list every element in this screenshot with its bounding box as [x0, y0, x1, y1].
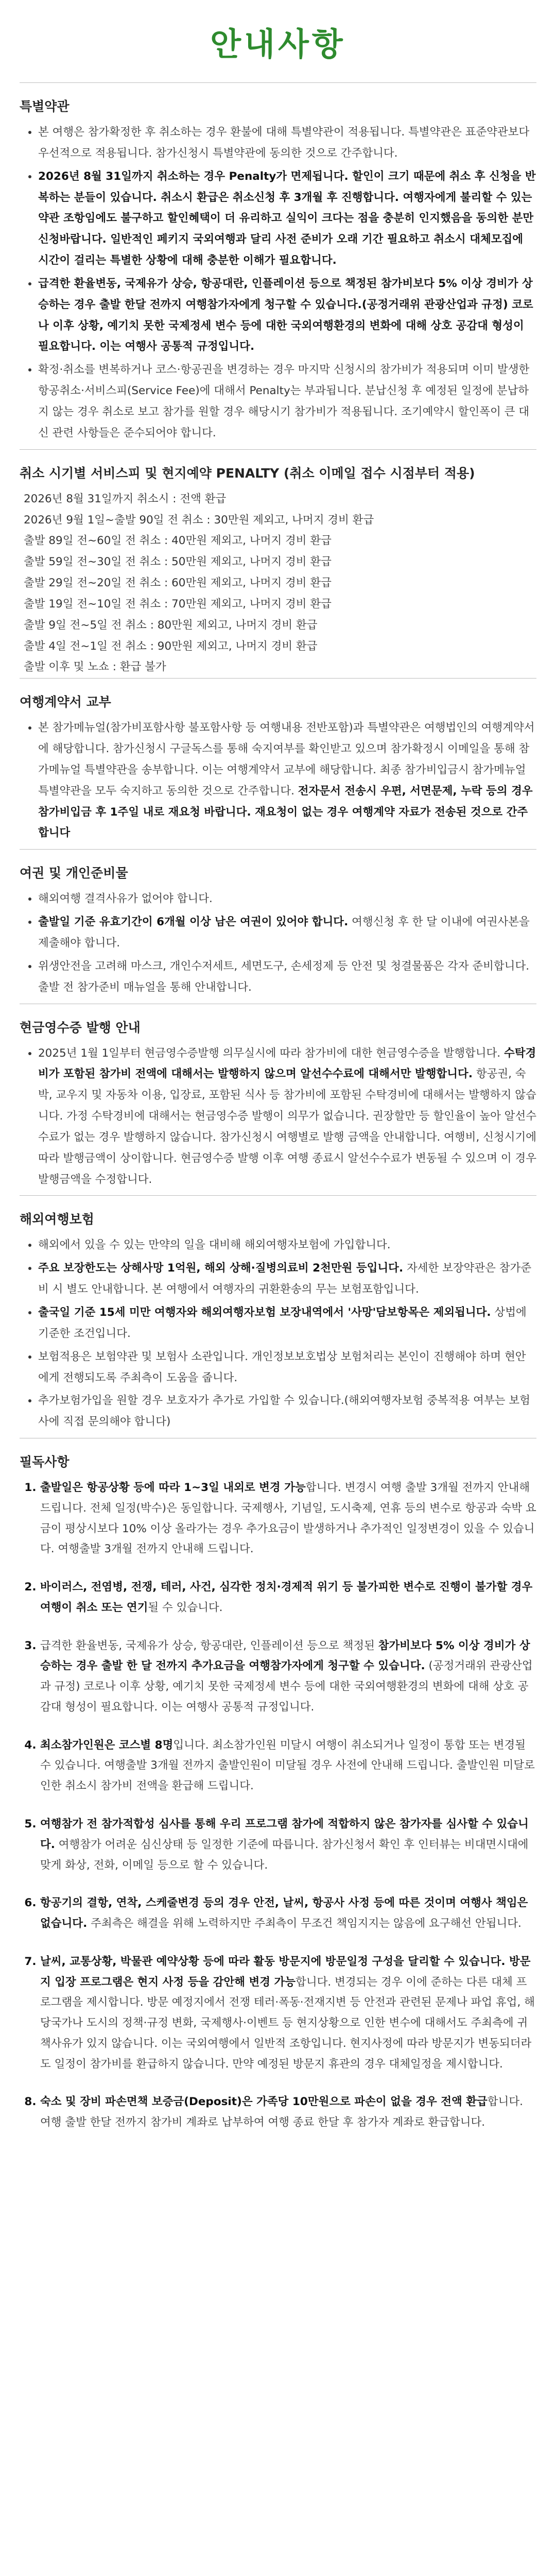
- section-heading: 해외여행보험: [20, 1195, 536, 1235]
- numbered-list: [20, 1478, 536, 2133]
- body-text: 여행참가 어려운 심신상태 등 일정한 기준에 따릅니다. 참가신청서 확인 후 인터뷰는 비대면시대에 맞게 화상, 전화, 이메일 등으로 할 수 있습니다.: [40, 1838, 529, 1872]
- bold-text: 수탁경비가 포함된 참가비 전액에 대해서는 발행하지 않으며 알선수수료에 대해서만 발행합니다.: [38, 1046, 536, 1081]
- section-heading: 여권 및 개인준비물: [20, 849, 536, 889]
- body-text: 본 참가메뉴얼(참가비포함사항 불포함사항 등 여행내용 전반포함)과 특별약관은 여행법인의 여행계약서에 해당합니다. 참가신청시 구글독스를 통해 숙지여부를 확인받고 있으며 참가확정시 이메일을 통해 참가메뉴얼 특별약관을 송부합니다. 이는 여행계약서 교부에 해당합니다. 최종 참가비입금시 참가메뉴얼 특별약관을 모두 숙지하고 동의한 것으로 간주합니다.: [38, 721, 535, 798]
- list-item: [38, 1235, 536, 1256]
- list-item: [38, 360, 536, 444]
- page-title: 안내사항: [210, 25, 346, 63]
- body-text: 2025년 1월 1일부터 현금영수증발행 의무실시에 따라 참가비에 대한 현금영수증을 발행합니다.: [38, 1046, 504, 1060]
- section-heading: 필독사항: [20, 1438, 536, 1478]
- bold-text: 숙소 및 장비 파손면책 보증금(Deposit)은 가족당 10만원으로 파손이 없을 경우 전액 환급: [40, 2095, 488, 2109]
- section-heading: 취소 시기별 서비스피 및 현지예약 PENALTY (취소 이메일 접수 시점부터 적용): [20, 449, 536, 489]
- list-item: [38, 1258, 536, 1300]
- list-item: [38, 1043, 536, 1191]
- numbered-item: [40, 1478, 536, 1560]
- list-item: [38, 274, 536, 358]
- bullet-list: [20, 889, 536, 998]
- bold-text: 항공기의 결항, 연착, 스케줄변경 등의 경우 안전, 날씨, 항공사 사정 등에 따른 것이며 여행사 책임은 없습니다.: [40, 1896, 528, 1930]
- body-text: 합니다. 여행 출발 한달 전까지 참가비 계좌로 납부하여 여행 종료 한달 후 참가자 계좌로 환급합니다.: [40, 2095, 523, 2129]
- section-heading: 현금영수증 발행 안내: [20, 1004, 536, 1043]
- body-text: 보험적용은 보험약관 및 보험사 소관입니다. 개인정보보호법상 보험처리는 본인이 진행해야 하며 현안에게 전행되도록 주최측이 도움을 줍니다.: [38, 1350, 526, 1384]
- list-item: [38, 956, 536, 998]
- list-item: [38, 166, 536, 272]
- penalty-row: 출발 19일 전~10일 전 취소 : 70만원 제외고, 나머지 경비 환급: [24, 597, 332, 611]
- body-text: 확정·취소를 변복하거나 코스·항공권을 변경하는 경우 마지막 신청시의 참가비가 적용되며 이미 발생한 항공취소·서비스피(Service Fee)에 대해서 Penalty는 부과됩니다. 분납신청 후 예정된 일정에 분납하지 않는 경우 취소로 보고 참가를 원할 경우 해당시기 참가비가 적용됩니다. 조기예약시 할인폭이 큰 대신 관련 사항들은 준수되어야 합니다.: [38, 363, 530, 439]
- bold-text: 주요 보장한도는 상해사망 1억원, 해외 상해·질병의료비 2천만원 등입니다.: [38, 1262, 404, 1275]
- numbered-item: [40, 1893, 536, 1934]
- bullet-list: [20, 1235, 536, 1433]
- bold-text: 2026년 8월 31일까지 취소하는 경우 Penalty가 면제됩니다. 할인이 크기 때문에 취소 후 신청을 반복하는 분들이 있습니다. 취소시 환급은 취소신청 후 3개월 후 진행합니다. 여행자에게 불리할 수 있는 약관 조항임에도 불구하고 할인혜택이 더 유리하고 실익이 크다는 점을 충분히 인지했음을 동의한 분만 신청바랍니다. 일반적인 페키지 국외여행과 달리 사전 준비가 오래 기간 필요하고 취소시 대체모집에 시간이 걸리는 특별한 상황에 대해 충분한 이해가 필요합니다.: [38, 170, 536, 267]
- body-text: 입니다. 최소참가인원 미달시 여행이 취소되거나 일정이 통합 또는 변경될 수 있습니다. 여행출발 3개월 전까지 출발인원이 미달될 경우 사전에 안내해 드립니다. 출발인원 미달로 인한 취소시 참가비 전액을 환급해 드립니다.: [40, 1738, 535, 1793]
- penalty-row: 출발 89일 전~60일 전 취소 : 40만원 제외고, 나머지 경비 환급: [24, 534, 332, 548]
- body-text: 해외에서 있을 수 있는 만약의 일을 대비해 해외여행자보험에 가입합니다.: [38, 1239, 391, 1252]
- bold-text: 여행참가 전 참가적합성 심사를 통해 우리 프로그램 참가에 적합하지 않은 참가자를 심사할 수 있습니다.: [40, 1817, 529, 1851]
- penalty-row: 출발 9일 전~5일 전 취소 : 80만원 제외고, 나머지 경비 환급: [24, 618, 318, 632]
- numbered-item: [40, 1952, 536, 2075]
- bold-text: 전자문서 전송시 우편, 서면문제, 누락 등의 경우 참가비입금 후 1주일 내로 재요청 바랍니다. 재요청이 없는 경우 여행계약 자료가 전송된 것으로 간주합니다: [38, 784, 533, 840]
- list-item: [38, 122, 536, 164]
- bold-text: 최소참가인원은 코스별 8명: [40, 1738, 173, 1752]
- body-text: 위생안전을 고려해 마스크, 개인수저세트, 세면도구, 손세정제 등 안전 및 청결물품은 각자 준비합니다. 출발 전 참가준비 매뉴얼을 통해 안내합니다.: [38, 959, 530, 994]
- list-item: [38, 1302, 536, 1345]
- insurance-section: [0, 1195, 556, 1433]
- body-text: 될 수 있습니다.: [148, 1601, 223, 1614]
- list-item: [38, 912, 536, 954]
- travel-contract-section: [0, 678, 556, 844]
- list-item: [38, 718, 536, 844]
- requirements-section: [0, 1438, 556, 2133]
- body-text: (공정거래위 관광산업과 규정) 코로나 이후 상황, 예기치 못한 국제정세 변수 등에 대한 국외여행환경의 변화에 대해 상호 공감대 형성이 필요합니다. 이는 여행사 공통적 규정입니다.: [40, 1659, 533, 1714]
- special-terms-section: [0, 82, 556, 444]
- numbered-item: [40, 1814, 536, 1875]
- penalty-row: 2026년 8월 31일까지 취소시 : 전액 환급: [24, 492, 227, 505]
- body-text: 급격한 환율변동, 국제유가 상승, 항공대란, 인플레이션 등으로 책정된: [40, 1639, 378, 1652]
- body-text: 합니다. 변경시 여행 출발 3개월 전까지 안내해 드립니다. 전체 일정(박수)은 동일합니다. 국제행사, 기념일, 도시축제, 연휴 등의 변수로 항공과 숙박 요금이 평상시보다 10% 이상 올라가는 경우 추가요금이 발생하거나 추가적인 일정변경이 있을 수 있습니다. 여행출발 3개월 전까지 안내해 드립니다.: [40, 1481, 536, 1556]
- penalty-row: 출발 59일 전~30일 전 취소 : 50만원 제외고, 나머지 경비 환급: [24, 555, 332, 569]
- bottom-spacer: [0, 2150, 556, 2253]
- penalty-row: 출발 이후 및 노쇼 : 환급 불가: [24, 660, 166, 674]
- list-item: [38, 889, 536, 910]
- list-item: [38, 1347, 536, 1389]
- penalty-row: 2026년 9월 1일~출발 90일 전 취소 : 30만원 제외고, 나머지 경비 환급: [24, 513, 374, 527]
- bold-text: 출발일은 항공상황 등에 따라 1~3일 내외로 변경 가능: [40, 1481, 306, 1495]
- penalty-row: 출발 29일 전~20일 전 취소 : 60만원 제외고, 나머지 경비 환급: [24, 577, 332, 590]
- body-text: 추가보험가입을 원할 경우 보호자가 추가로 가입할 수 있습니다.(해외여행자보험 중복적용 여부는 보험사에 직접 문의해야 합니다): [38, 1394, 530, 1429]
- body-text: 자세한 보장약관은 참가준비 시 별도 안내합니다. 본 여행에서 여행자의 귀환환송의 무는 보험포함입니다.: [38, 1262, 532, 1296]
- bullet-list: [20, 1043, 536, 1191]
- penalty-rows: [20, 489, 536, 679]
- section-heading: 특별약관: [20, 82, 536, 122]
- body-text: 항공권, 숙박, 교우지 및 자동차 이용, 입장료, 포함된 식사 등 참가비에 포함된 수탁경비에 대해서는 발행하지 않습니다. 가정 수탁경비에 대해서는 현금영수증 발행이 의무가 없습니다. 권장할만 등 할인율이 높아 알선수수료가 없는 경우 발행하지 않습니다. 참가신청시 여행별로 발행 금액을 안내합니다. 여행비, 신청시기에 따라 발행금액이 상이합니다. 현금영수증 발행 이후 여행 종료시 알선수수료가 변동될 수 있으며 이 경우 발행금액을 수정합니다.: [38, 1067, 536, 1186]
- numbered-item: [40, 1636, 536, 1718]
- bold-text: 출국일 기준 15세 미만 여행자와 해외여행자보험 보장내역에서 '사망'담보항목은 제외됩니다.: [38, 1306, 491, 1319]
- header-banner: [0, 0, 556, 82]
- penalty-row: 출발 4일 전~1일 전 취소 : 90만원 제외고, 나머지 경비 환급: [24, 639, 318, 653]
- bold-text: 바이러스, 전염병, 전쟁, 테러, 사건, 심각한 정치·경제적 위기 등 불가피한 변수로 진행이 불가할 경우 여행이 취소 또는 연기: [40, 1581, 533, 1614]
- numbered-item: [40, 1735, 536, 1797]
- penalty-section: [0, 449, 556, 679]
- list-item: [38, 1391, 536, 1433]
- bullet-list: [20, 718, 536, 844]
- body-text: 여행신청 후 한 달 이내에 여권사본을 제출해야 합니다.: [38, 916, 530, 950]
- receipt-section: [0, 1004, 556, 1191]
- bold-text: 급격한 환율변동, 국제유가 상승, 항공대란, 인플레이션 등으로 책정된 참가비보다 5% 이상 경비가 상승하는 경우 출발 한달 전까지 여행참가자에게 청구할 수 있습니다.(공정거래위 관광산업과 규정) 코로나 이후 상황, 예기치 못한 국제정세 변수 등에 대한 국외여행환경의 변화에 대해 상호 공감대 형성이 필요합니다. 이는 여행사 공통적 규정입니다.: [38, 277, 533, 353]
- numbered-item: [40, 1577, 536, 1618]
- bold-text: 날씨, 교통상황, 박물관 예약상황 등에 따라 활동 방문지에 방문일정 구성을 달리할 수 있습니다. 방문지 입장 프로그램은 현지 사정 등을 감안해 변경 가능: [40, 1955, 531, 1989]
- body-text: 주최측은 해결을 위해 노력하지만 주최측이 무조건 책임지지는 않음에 요구해선 안됩니다.: [87, 1917, 522, 1930]
- body-text: 합니다. 변경되는 경우 이에 준하는 다른 대체 프로그램을 제시합니다. 방문 예정지에서 전쟁 테러·폭동·전재지변 등 안전과 관련된 문제나 파업 휴업, 해당국가나 도시의 정책·규정 변화, 국제행사·이벤트 등 현지상황으로 인한 변수에 대해서도 주최측에 귀책사유가 있지 않습니다. 이는 국외여행에서 일반적 조항입니다. 현지사정에 따라 방문지가 변동되더라도 일정이 참가비를 환급하지 않습니다. 만약 예정된 방문지 휴관의 경우 대체일정을 제시합니다.: [40, 1975, 535, 2071]
- section-heading: 여행계약서 교부: [20, 678, 536, 718]
- bold-text: 출발일 기준 유효기간이 6개월 이상 남은 여권이 있어야 합니다.: [38, 916, 349, 929]
- body-text: 본 여행은 참가확정한 후 취소하는 경우 환불에 대해 특별약관이 적용됩니다. 특별약관은 표준약관보다 우선적으로 적용됩니다. 참가신청시 특별약관에 동의한 것으로 간주합니다.: [38, 126, 530, 160]
- body-text: 해외여행 결격사유가 없어야 합니다.: [38, 892, 213, 906]
- bold-text: 참가비보다 5% 이상 경비가 상승하는 경우 출발 한 달 전까지 추가요금을 여행참가자에게 청구할 수 있습니다.: [40, 1639, 530, 1673]
- body-text: 상법에 기준한 조건입니다.: [38, 1306, 527, 1340]
- passport-section: [0, 849, 556, 998]
- numbered-item: [40, 2092, 536, 2133]
- bullet-list: [20, 122, 536, 444]
